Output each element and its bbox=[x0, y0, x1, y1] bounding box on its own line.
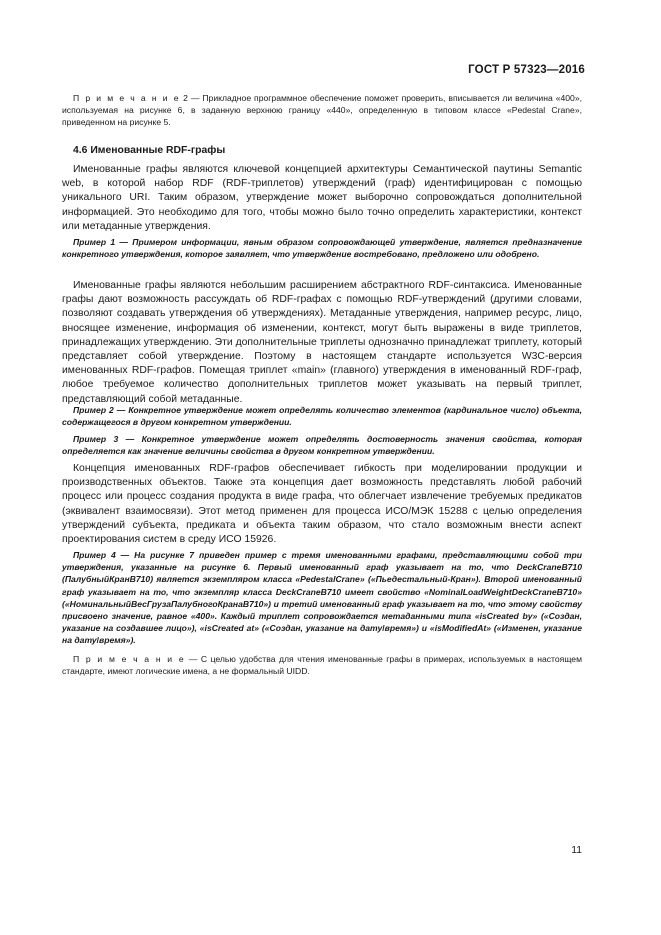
note-label: П р и м е ч а н и е bbox=[73, 654, 186, 664]
example-4-part-3: время»). bbox=[99, 635, 136, 646]
standard-designation: ГОСТ Р 57323—2016 bbox=[468, 64, 585, 76]
note-top bbox=[62, 92, 582, 129]
note-bottom bbox=[62, 653, 582, 677]
paragraph-2: Именованные графы являются небольшим расширением абстрактного RDF-синтаксиса. Именованные графы дают возможность рассуждать об RDF-графах с помощью RDF-утверждений (другими словами, позволяют создавать утверждения об утверждениях). Метаданные утверждения, например ресурс, лицо, вносящее изменение, информация об изменении, контекст, могут быть выражены в виде триплетов, принадлежащих утверждению. Эти дополнительные триплеты однозначно принадлежат триплету, который представляет собой утверждение. Поэтому в настоящем стандарте используется W3C-версия именованных RDF-графов. Помещая триплет «main» (главного) утверждения в именованный RDF-граф, любое требуемое количество дополнительных триплетов может указывать на первый триплет, представляющий собой метаданные. bbox=[62, 280, 582, 405]
example-2: Пример 2 — Конкретное утверждение может определять количество элементов (кардинальное число) объекта, содержащегося в другом конкретном утверждении. bbox=[62, 405, 582, 428]
example-4 bbox=[62, 549, 582, 647]
paragraph-1: Именованные графы являются ключевой концепцией архитектуры Семантической паутины Semantic web, в которой набор RDF (RDF-триплетов) утверждений (граф) идентифицирован с помощью уникального URI. Таким образом, утверждение может выборочно сопровождаться дополнительной информацией. Это необходимо для того, чтобы можно было точно определить характеристики, контекст или метаданные утверждения. bbox=[62, 164, 582, 232]
example-4-part-2: время») и «isModifiedAt» («Изменен, указание на дату bbox=[62, 623, 582, 646]
example-4-slash-2: / bbox=[96, 635, 100, 646]
note-label: П р и м е ч а н и е bbox=[73, 93, 181, 103]
example-3: Пример 3 — Конкретное утверждение может определять достоверность значения свойства, которая определяется как значение величины свойства в другом конкретном утверждении. bbox=[62, 434, 582, 457]
example-4-slash-1: / bbox=[382, 623, 385, 634]
note-text: 2 — Прикладное программное обеспечение поможет проверить, вписывается ли величина «400», используемая на рисунке 6, в заданную верхнюю границу «440», определенную в типовом классе «Pedestal Crane», приведенном на рисунке 5. bbox=[62, 93, 582, 128]
example-4-part-1: Пример 4 — На рисунке 7 приведен пример с тремя именованными графами, представляющими собой три утверждения, указанные на рисунке 6. Первый именованный граф указывает на то, что DeckCraneB710 (ПалубныйКранB710) является экземпляром класса «PedestalCrane» («Пьедестальный-Кран»). Второй именованный граф указывает на то, что экземпляр класса DeckCraneB710 имеет свойство «NominalLoadWeightDeckCraneB710» («НоминальныйВесГрузаПалубногоКранаB710») и третий именованный граф указывает на то, что этому свойству присвоено значение, равное «400». Каждый триплет сопровождается метаданными типа «isCreated by» («Создан, указание на создавшее лицо»), «isCreated at» («Создан, указание на дату bbox=[62, 550, 582, 634]
example-1: Пример 1 — Примером информации, явным образом сопровождающей утверждение, является предназначение конкретного утверждения, которое заявляет, что утверждение востребовано, предложено или одобрено. bbox=[62, 237, 582, 260]
section-heading: 4.6 Именованные RDF-графы bbox=[73, 145, 226, 156]
page-number: 11 bbox=[571, 845, 582, 856]
note-text: — С целью удобства для чтения именованные графы в примерах, используемых в настоящем стандарте, имеют логические имена, а не формальный UIDD. bbox=[62, 654, 582, 677]
paragraph-3: Концепция именованных RDF-графов обеспечивает гибкость при моделировании продукции и производственных объектов. Также эта концепция дает возможность представлять любой рабочий процесс или процесс создания продукта в виде графа, что облегчает извлечение требуемых предикатов (эквивалент взаимосвязи). Этот метод применен для процесса ИСО/МЭК 15288 с целью определения утверждений субъекта, предиката и объекта таким образом, что стало возможным внести аспект проектирования систем в среду ИСО 15926. bbox=[62, 463, 582, 546]
